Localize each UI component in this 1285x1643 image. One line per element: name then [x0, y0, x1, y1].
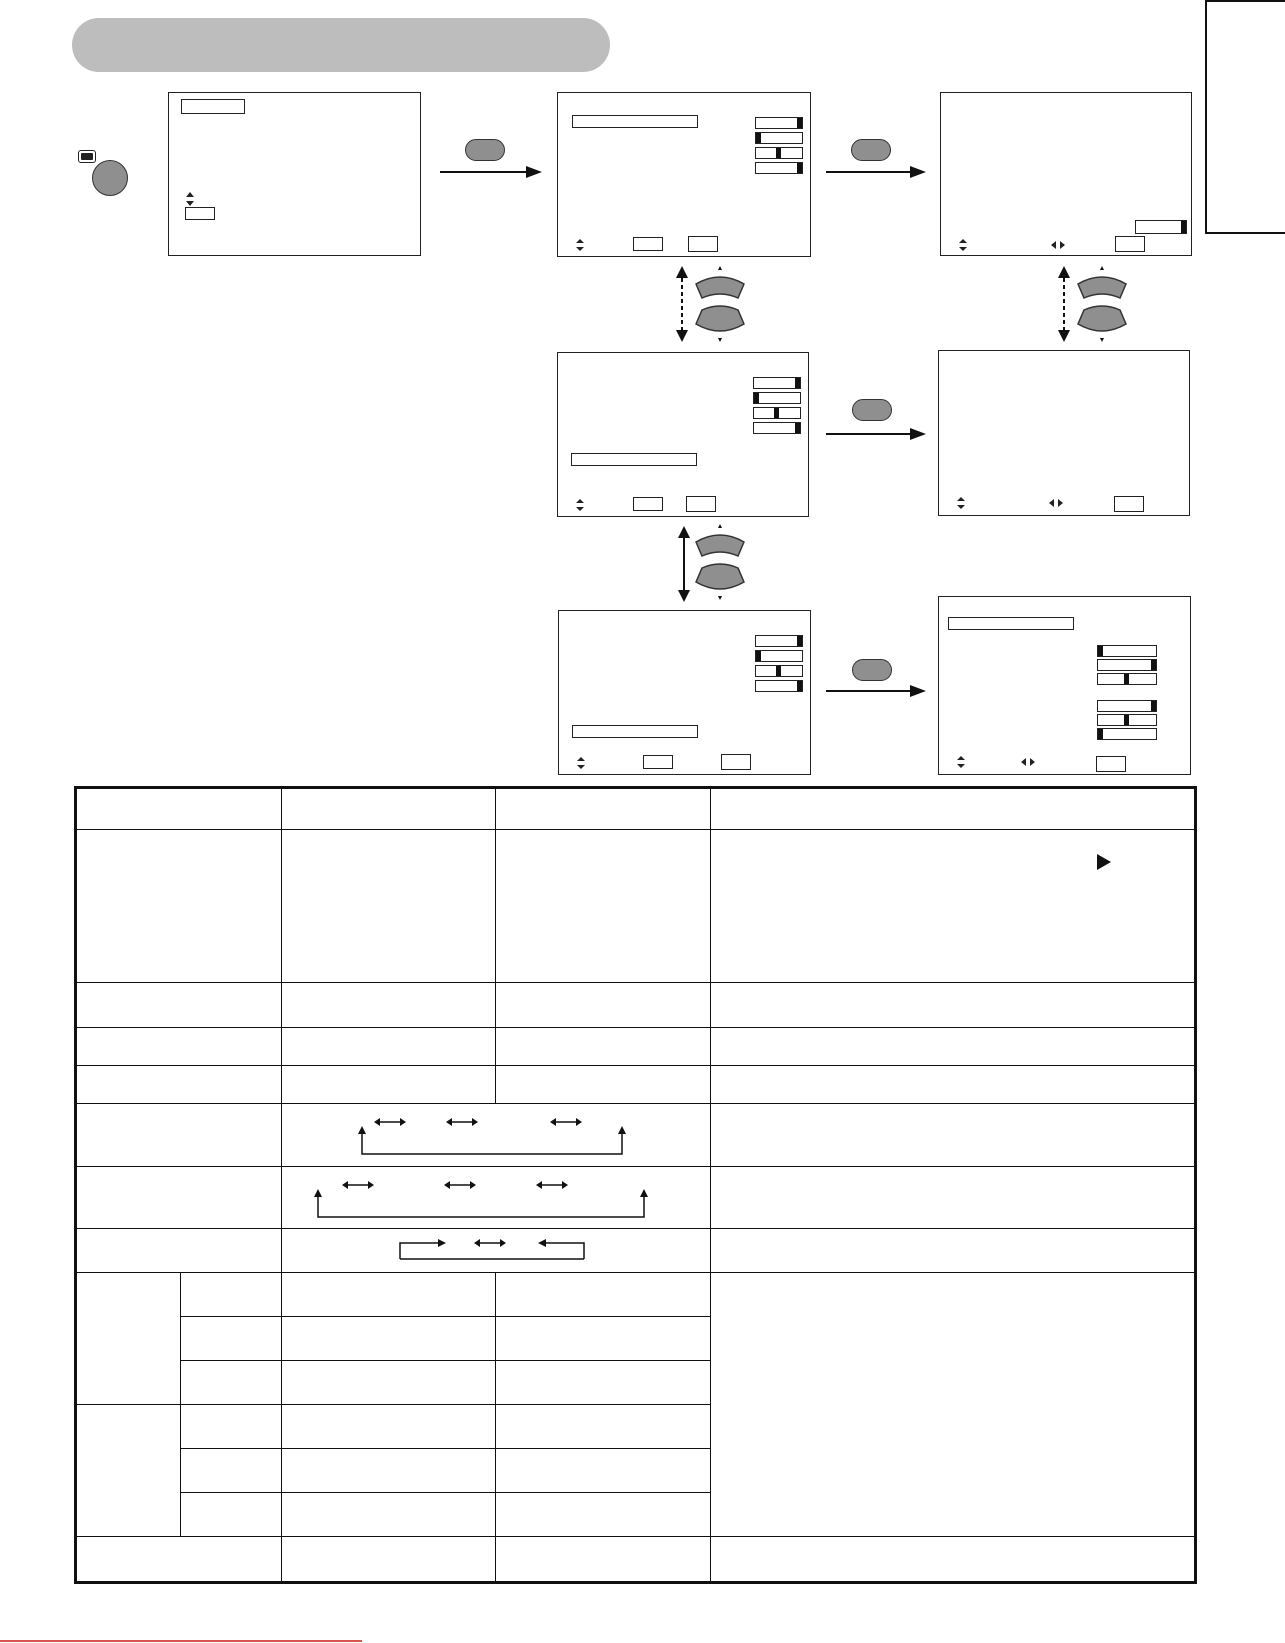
sub-item-highlight — [948, 617, 1074, 630]
return-icon — [686, 496, 716, 512]
table-cell — [496, 1493, 711, 1536]
table-cell — [711, 1229, 1196, 1272]
table-cell — [496, 1272, 711, 1316]
table-row — [76, 1272, 1196, 1316]
level-bar — [753, 392, 801, 404]
table-cell — [181, 1316, 282, 1360]
table-cell — [496, 1404, 711, 1448]
select-button-2[interactable] — [851, 139, 891, 161]
level-bar — [1097, 659, 1157, 671]
return-icon — [1114, 496, 1144, 512]
sub-screen-2 — [938, 350, 1190, 516]
table-cell — [282, 1493, 496, 1536]
table-cell — [496, 1316, 711, 1360]
level-bar — [753, 422, 801, 434]
up-down-arrows-icon — [576, 499, 584, 511]
menu-button[interactable] — [92, 160, 128, 196]
table-cell — [496, 1027, 711, 1065]
table-row — [76, 1536, 1196, 1582]
table-row — [76, 830, 1196, 983]
table-cell — [76, 788, 282, 830]
select-button-1[interactable] — [465, 139, 505, 161]
dashed-vertical-arrow — [1058, 266, 1070, 342]
table-notes-cell — [711, 1272, 1196, 1536]
table-cell — [711, 1104, 1196, 1166]
select-box-icon — [633, 497, 663, 511]
table-cell — [76, 1536, 282, 1582]
level-bar — [755, 162, 803, 174]
up-down-arrows-icon — [576, 239, 584, 251]
cycle-diagram — [358, 1118, 638, 1158]
menu-item-highlight — [572, 115, 698, 128]
table-group-cell — [76, 1272, 181, 1404]
settings-table — [74, 786, 1197, 1584]
table-cell — [282, 1448, 496, 1492]
table-cell — [282, 983, 496, 1027]
table-cell — [76, 1229, 282, 1272]
menu-screen-item-3 — [558, 610, 811, 775]
table-cell — [282, 1272, 496, 1316]
footer-box — [185, 207, 215, 220]
select-box-icon — [633, 237, 663, 251]
table-cell — [181, 1404, 282, 1448]
up-down-button-pad[interactable] — [694, 266, 746, 342]
table-cell-cycle — [282, 1166, 711, 1228]
table-row — [76, 1166, 1196, 1228]
level-bar — [1097, 714, 1157, 726]
solid-vertical-arrow — [678, 526, 690, 602]
table-cell — [282, 1027, 496, 1065]
play-triangle-icon — [1097, 854, 1111, 870]
table-cell — [711, 788, 1196, 830]
left-right-arrows-icon — [1049, 499, 1063, 507]
up-down-arrows-icon — [959, 239, 967, 251]
table-cell — [282, 1404, 496, 1448]
table-cell — [711, 1536, 1196, 1582]
table-cell — [76, 1166, 282, 1228]
table-cell — [76, 1066, 282, 1104]
select-button-4[interactable] — [852, 659, 892, 681]
level-bar — [755, 147, 803, 159]
level-bar — [755, 680, 803, 692]
level-bar — [755, 635, 803, 647]
table-cell — [496, 788, 711, 830]
up-down-arrows-icon — [577, 757, 585, 769]
dashed-vertical-arrow — [676, 266, 688, 342]
level-bar — [1097, 700, 1157, 712]
table-cell — [496, 1448, 711, 1492]
level-bar — [755, 132, 803, 144]
menu-screen-item-1 — [557, 92, 811, 257]
table-cell — [181, 1361, 282, 1404]
table-cell — [496, 830, 711, 983]
menu-screen-item-2 — [557, 352, 809, 517]
table-cell — [711, 983, 1196, 1027]
table-row — [76, 1027, 1196, 1065]
menu-highlight — [181, 99, 245, 114]
table-cell — [282, 830, 496, 983]
up-down-button-pad[interactable] — [694, 524, 746, 600]
table-cell — [76, 830, 282, 983]
arrow-right-2 — [826, 166, 926, 178]
table-cell — [711, 830, 1196, 983]
table-cell — [181, 1272, 282, 1316]
section-title-bar — [72, 18, 610, 72]
table-cell — [711, 1166, 1196, 1228]
table-row — [76, 1229, 1196, 1272]
arrow-right-3 — [826, 428, 926, 440]
return-icon — [1115, 236, 1145, 252]
table-cell-cycle — [282, 1229, 711, 1272]
level-bar — [1135, 220, 1187, 234]
table-cell — [282, 1361, 496, 1404]
table-cell-cycle — [282, 1104, 711, 1166]
level-bar — [755, 650, 803, 662]
menu-tv-icon — [78, 150, 96, 163]
table-cell — [496, 1536, 711, 1582]
table-row — [76, 1066, 1196, 1104]
table-cell — [181, 1493, 282, 1536]
select-button-3[interactable] — [852, 399, 892, 421]
return-icon — [688, 236, 718, 252]
table-cell — [282, 1066, 496, 1104]
return-icon — [1096, 756, 1126, 772]
level-bar — [1097, 645, 1157, 657]
menu-item-highlight — [571, 453, 697, 466]
arrow-right-1 — [440, 166, 542, 178]
level-bar — [753, 377, 801, 389]
page-edge-line — [0, 1640, 362, 1642]
level-bar — [753, 407, 801, 419]
side-index-tab — [1205, 0, 1285, 234]
up-down-arrows-icon — [957, 497, 965, 509]
table-cell — [76, 983, 282, 1027]
sub-screen-3 — [938, 596, 1191, 775]
up-down-arrows-icon — [185, 192, 195, 206]
table-cell — [711, 1066, 1196, 1104]
up-down-button-pad[interactable] — [1076, 266, 1128, 342]
return-icon — [721, 754, 751, 770]
level-bar — [755, 665, 803, 677]
menu-item-highlight — [572, 725, 698, 738]
table-cell — [496, 1066, 711, 1104]
arrow-right-4 — [826, 685, 926, 697]
menu-screen-initial — [168, 92, 421, 256]
table-row — [76, 983, 1196, 1027]
left-right-arrows-icon — [1021, 758, 1035, 766]
table-cell — [711, 1027, 1196, 1065]
table-group-cell — [76, 1404, 181, 1536]
select-box-icon — [643, 755, 673, 769]
cycle-diagram — [314, 1181, 654, 1221]
level-bar — [1097, 728, 1157, 740]
table-header-row — [76, 788, 1196, 830]
table-cell — [76, 1027, 282, 1065]
table-cell — [181, 1448, 282, 1492]
table-cell — [76, 1104, 282, 1166]
table-cell — [282, 1536, 496, 1582]
level-bar — [755, 117, 803, 129]
cycle-diagram — [400, 1241, 590, 1263]
table-cell — [496, 983, 711, 1027]
sub-screen-1 — [940, 92, 1192, 256]
table-cell — [282, 788, 496, 830]
level-bar — [1097, 673, 1157, 685]
table-cell — [282, 1316, 496, 1360]
table-row — [76, 1104, 1196, 1166]
table-cell — [496, 1361, 711, 1404]
left-right-arrows-icon — [1051, 241, 1065, 249]
up-down-arrows-icon — [957, 756, 965, 768]
